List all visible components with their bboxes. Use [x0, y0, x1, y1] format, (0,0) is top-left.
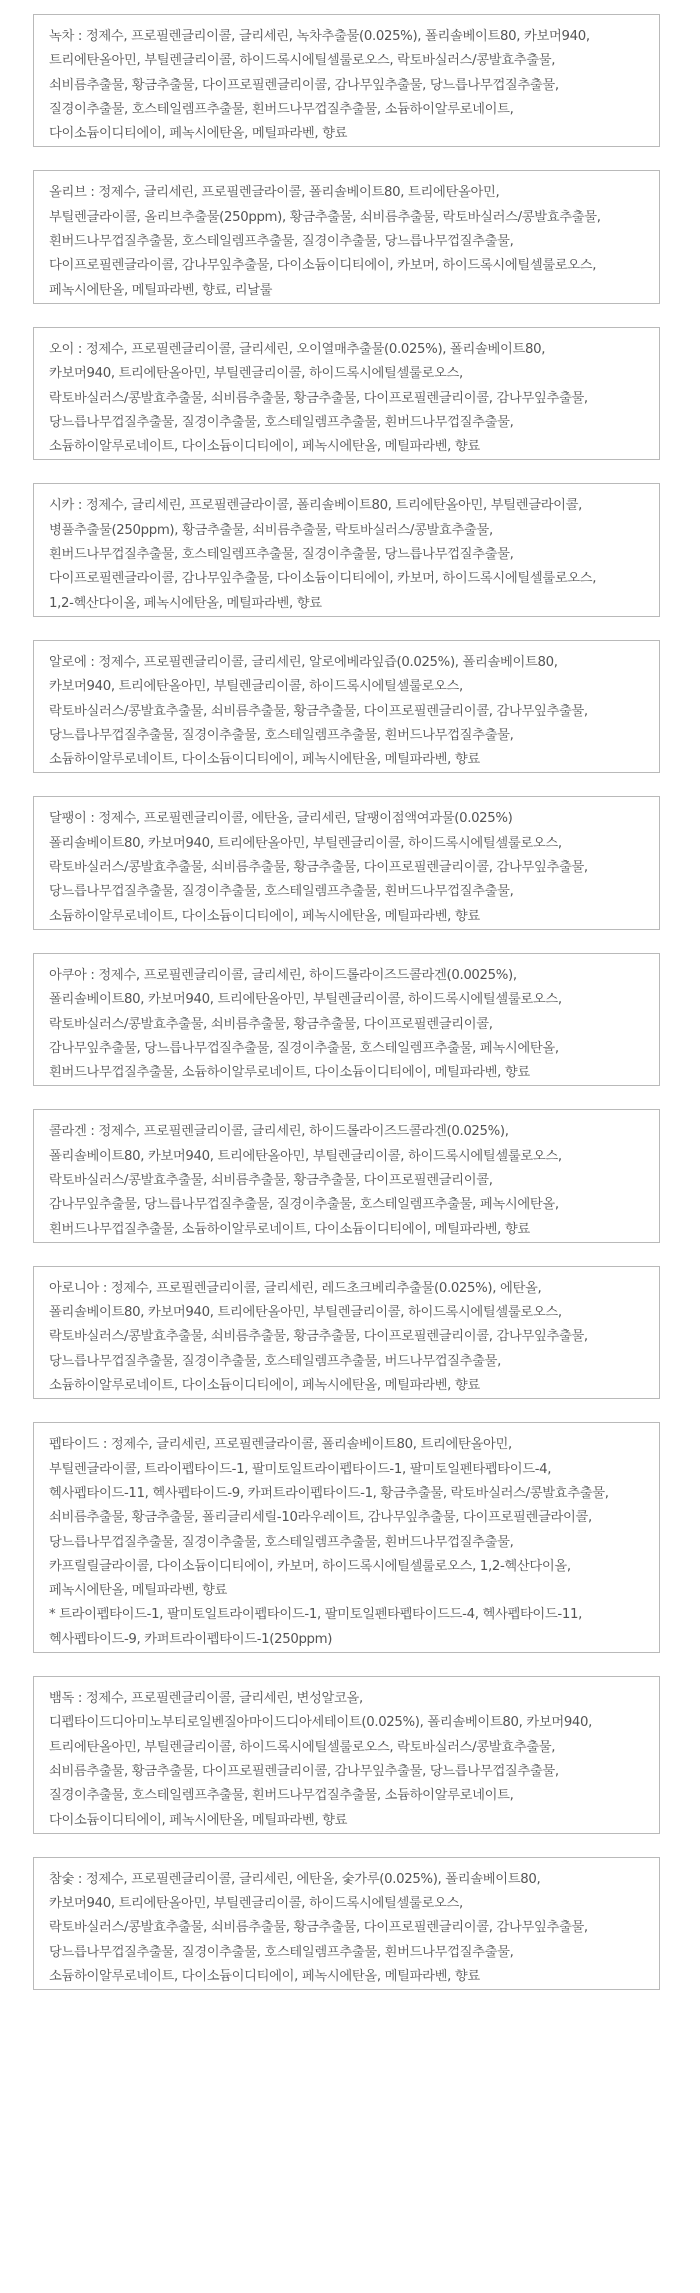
- ingredient-box-collagen: [33, 1109, 660, 1242]
- ingredient-text-line: 쇠비름추출물, 황금추출물, 다이프로필렌글리이콜, 감나무잎추출물, 당느릅나무껍질추출물,: [49, 77, 559, 93]
- ingredient-text-line: 폴리솔베이트80, 카보머940, 트리에탄올아민, 부틸렌글리이콜, 하이드록시에틸셀룰로오스,: [49, 1305, 562, 1321]
- ingredient-text-line: 흰버드나무껍질추출물, 호스테일렘프추출물, 질경이추출물, 당느릅나무껍질추출물,: [49, 234, 514, 250]
- ingredient-box-aqua: [33, 953, 660, 1086]
- ingredient-text-line: 흰버드나무껍질추출물, 소듐하이알루로네이트, 다이소듐이디티에이, 메틸파라벤, 향료: [49, 1221, 530, 1237]
- ingredient-text-line: 참숯 : 정제수, 프로필렌글리이콜, 글리세린, 에탄올, 숯가루(0.025%), 폴리솔베이트80,: [49, 1871, 541, 1887]
- ingredient-box-snake-venom: [33, 1676, 660, 1834]
- ingredient-box-peptide: [33, 1422, 660, 1653]
- ingredient-text-line: 카보머940, 트리에탄올아민, 부틸렌글리이콜, 하이드록시에틸셀룰로오스,: [49, 366, 463, 382]
- ingredient-text-line: 흰버드나무껍질추출물, 소듐하이알루로네이트, 다이소듐이디티에이, 메틸파라벤, 향료: [49, 1065, 530, 1081]
- ingredient-text-line: 당느릅나무껍질추출물, 질경이추출물, 호스테일렘프추출물, 흰버드나무껍질추출물,: [49, 727, 514, 743]
- ingredient-text-line: 당느릅나무껍질추출물, 질경이추출물, 호스테일렘프추출물, 흰버드나무껍질추출물,: [49, 884, 514, 900]
- ingredient-text-line: 녹차 : 정제수, 프로필렌글리이콜, 글리세린, 녹차추출물(0.025%), 폴리솔베이트80, 카보머940,: [49, 29, 590, 44]
- ingredient-text-line: 쇠비름추출물, 황금추출물, 폴리글리세릴-10라우레이트, 감나무잎추출물, 다이프로필렌글라이콜,: [49, 1510, 592, 1526]
- ingredient-text-line: 소듐하이알루로네이트, 다이소듐이디티에이, 페녹시에탄올, 메틸파라벤, 향료: [49, 1378, 480, 1394]
- ingredient-footnote-line: 헥사펩타이드-9, 카퍼트라이펩타이드-1(250ppm): [49, 1631, 333, 1647]
- ingredient-footnote-line: * 트라이펩타이드-1, 팔미토일트라이펩타이드-1, 팔미토일펜타펩타이드드-4, 헥사펩타이드-11,: [49, 1607, 582, 1623]
- ingredient-text-line: 부틸렌글라이콜, 올리브추출물(250ppm), 황금추출물, 쇠비름추출물, 락토바실러스/콩발효추출물,: [49, 209, 601, 225]
- ingredient-text-line: 락토바실러스/콩발효추출물, 쇠비름추출물, 황금추출물, 다이프로필렌글리이콜, 감나무잎추출물,: [49, 1920, 588, 1936]
- ingredient-text-line: 당느릅나무껍질추출물, 질경이추출물, 호스테일렘프추출물, 흰버드나무껍질추출물,: [49, 414, 514, 430]
- ingredient-text-line: 폴리솔베이트80, 카보머940, 트리에탄올아민, 부틸렌글리이콜, 하이드록시에틸셀룰로오스,: [49, 1148, 562, 1164]
- ingredient-text-line: 헥사펩타이드-11, 헥사펩타이드-9, 카퍼트라이펩타이드-1, 황금추출물, 락토바실러스/콩발효추출물,: [49, 1485, 609, 1501]
- ingredient-text-line: 달팽이 : 정제수, 프로필렌글리이콜, 에탄올, 글리세린, 달팽이점액여과물(0.025%): [49, 811, 513, 827]
- ingredient-text-line: 소듐하이알루로네이트, 다이소듐이디티에이, 페녹시에탄올, 메틸파라벤, 향료: [49, 439, 480, 455]
- ingredient-text-line: 부틸렌글라이콜, 트라이펩타이드-1, 팔미토일트라이펩타이드-1, 팔미토일펜타펩타이드-4,: [49, 1461, 552, 1477]
- ingredient-text-line: 올리브 : 정제수, 글리세린, 프로필렌글라이콜, 폴리솔베이트80, 트리에탄올아민,: [49, 185, 500, 201]
- ingredient-box-charcoal: [33, 1857, 660, 1990]
- ingredient-text-line: 쇠비름추출물, 황금추출물, 다이프로필렌글리이콜, 감나무잎추출물, 당느릅나무껍질추출물,: [49, 1763, 559, 1779]
- ingredient-text-line: 락토바실러스/콩발효추출물, 쇠비름추출물, 황금추출물, 다이프로필렌글리이콜, 감나무잎추출물,: [49, 1329, 588, 1345]
- ingredient-text-line: 콜라겐 : 정제수, 프로필렌글리이콜, 글리세린, 하이드롤라이즈드콜라겐(0.025%),: [49, 1124, 509, 1140]
- ingredient-text-line: 당느릅나무껍질추출물, 질경이추출물, 호스테일렘프추출물, 흰버드나무껍질추출물,: [49, 1534, 514, 1550]
- ingredient-text-line: 다이소듐이디티에이, 페녹시에탄올, 메틸파라벤, 향료: [49, 1812, 348, 1828]
- ingredient-box-cica: [33, 483, 660, 616]
- ingredient-text-line: 폴리솔베이트80, 카보머940, 트리에탄올아민, 부틸렌글리이콜, 하이드록시에틸셀룰로오스,: [49, 835, 562, 851]
- ingredient-text-line: 오이 : 정제수, 프로필렌글리이콜, 글리세린, 오이열매추출물(0.025%), 폴리솔베이트80,: [49, 341, 546, 357]
- ingredient-box-cucumber: [33, 327, 660, 460]
- ingredient-text-line: 카프릴릴글라이콜, 다이소듐이디티에이, 카보머, 하이드록시에틸셀룰로오스, 1,2-헥산다이올,: [49, 1558, 571, 1574]
- ingredient-text-line: 락토바실러스/콩발효추출물, 쇠비름추출물, 황금추출물, 다이프로필렌글리이콜, 감나무잎추출물,: [49, 860, 588, 876]
- ingredient-box-green-tea: [33, 14, 660, 147]
- ingredient-text-line: 펩타이드 : 정제수, 글리세린, 프로필렌글라이콜, 폴리솔베이트80, 트리에탄올아민,: [49, 1437, 512, 1453]
- ingredient-text-line: 폴리솔베이트80, 카보머940, 트리에탄올아민, 부틸렌글리이콜, 하이드록시에틸셀룰로오스,: [49, 992, 562, 1008]
- ingredient-text-line: 1,2-헥산다이올, 페녹시에탄올, 메틸파라벤, 향료: [49, 595, 322, 611]
- ingredient-text-line: 페녹시에탄올, 메틸파라벤, 향료, 리날룰: [49, 282, 273, 298]
- ingredient-text-line: 락토바실러스/콩발효추출물, 쇠비름추출물, 황금추출물, 다이프로필렌글리이콜,: [49, 1172, 493, 1188]
- ingredient-text-line: 병풀추출물(250ppm), 황금추출물, 쇠비름추출물, 락토바실러스/콩발효추출물,: [49, 522, 493, 538]
- ingredient-text-line: 시카 : 정제수, 글리세린, 프로필렌글라이콜, 폴리솔베이트80, 트리에탄올아민, 부틸렌글라이콜,: [49, 498, 583, 514]
- ingredient-text-line: 아로니아 : 정제수, 프로필렌글리이콜, 글리세린, 레드초크베리추출물(0.025%), 에탄올,: [49, 1280, 542, 1296]
- ingredient-text-line: 소듐하이알루로네이트, 다이소듐이디티에이, 페녹시에탄올, 메틸파라벤, 향료: [49, 1969, 480, 1984]
- ingredient-list: [33, 14, 660, 2013]
- ingredient-text-line: 락토바실러스/콩발효추출물, 쇠비름추출물, 황금추출물, 다이프로필렌글리이콜,: [49, 1016, 493, 1032]
- ingredient-text-line: 아쿠아 : 정제수, 프로필렌글리이콜, 글리세린, 하이드롤라이즈드콜라겐(0.0025%),: [49, 967, 517, 983]
- ingredient-box-olive: [33, 170, 660, 303]
- ingredient-text-line: 소듐하이알루로네이트, 다이소듐이디티에이, 페녹시에탄올, 메틸파라벤, 향료: [49, 752, 480, 768]
- ingredient-text-line: 질경이추출물, 호스테일렘프추출물, 흰버드나무껍질추출물, 소듐하이알루로네이트,: [49, 1788, 514, 1804]
- ingredient-text-line: 트리에탄올아민, 부틸렌글리이콜, 하이드록시에틸셀룰로오스, 락토바실러스/콩발효추출물,: [49, 1739, 556, 1755]
- ingredient-text-line: 락토바실러스/콩발효추출물, 쇠비름추출물, 황금추출물, 다이프로필렌글리이콜, 감나무잎추출물,: [49, 390, 588, 406]
- ingredient-text-line: 흰버드나무껍질추출물, 호스테일렘프추출물, 질경이추출물, 당느릅나무껍질추출물,: [49, 547, 514, 563]
- ingredient-text-line: 락토바실러스/콩발효추출물, 쇠비름추출물, 황금추출물, 다이프로필렌글리이콜, 감나무잎추출물,: [49, 703, 588, 719]
- ingredient-text-line: 당느릅나무껍질추출물, 질경이추출물, 호스테일렘프추출물, 버드나무껍질추출물,: [49, 1353, 501, 1369]
- ingredient-text-line: 당느릅나무껍질추출물, 질경이추출물, 호스테일렘프추출물, 흰버드나무껍질추출물,: [49, 1944, 514, 1960]
- ingredient-box-aronia: [33, 1266, 660, 1399]
- ingredient-text-line: 알로에 : 정제수, 프로필렌글리이콜, 글리세린, 알로에베라잎즙(0.025%), 폴리솔베이트80,: [49, 654, 558, 670]
- ingredient-text-line: 소듐하이알루로네이트, 다이소듐이디티에이, 페녹시에탄올, 메틸파라벤, 향료: [49, 908, 480, 924]
- ingredient-text-line: 다이소듐이디티에이, 페녹시에탄올, 메틸파라벤, 향료: [49, 126, 348, 142]
- ingredient-text-line: 카보머940, 트리에탄올아민, 부틸렌글리이콜, 하이드록시에틸셀룰로오스,: [49, 1896, 463, 1912]
- ingredient-text-line: 다이프로필렌글라이콜, 감나무잎추출물, 다이소듐이디티에이, 카보머, 하이드록시에틸셀룰로오스,: [49, 571, 597, 587]
- ingredient-box-aloe: [33, 640, 660, 773]
- ingredient-text-line: 감나무잎추출물, 당느릅나무껍질추출물, 질경이추출물, 호스테일렘프추출물, 페녹시에탄올,: [49, 1040, 559, 1056]
- ingredient-box-snail: [33, 796, 660, 929]
- ingredient-text-line: 질경이추출물, 호스테일렘프추출물, 흰버드나무껍질추출물, 소듐하이알루로네이트,: [49, 101, 514, 117]
- ingredient-text-line: 감나무잎추출물, 당느릅나무껍질추출물, 질경이추출물, 호스테일렘프추출물, 페녹시에탄올,: [49, 1197, 559, 1213]
- ingredient-text-line: 페녹시에탄올, 메틸파라벤, 향료: [49, 1583, 227, 1599]
- ingredient-text-line: 다이프로필렌글라이콜, 감나무잎추출물, 다이소듐이디티에이, 카보머, 하이드록시에틸셀룰로오스,: [49, 258, 597, 274]
- ingredient-text-line: 트리에탄올아민, 부틸렌글리이콜, 하이드록시에틸셀룰로오스, 락토바실러스/콩발효추출물,: [49, 53, 556, 69]
- ingredient-text-line: 카보머940, 트리에탄올아민, 부틸렌글리이콜, 하이드록시에틸셀룰로오스,: [49, 679, 463, 695]
- ingredient-text-line: 디펩타이드디아미노부티로일벤질아마이드디아세테이트(0.025%), 폴리솔베이트80, 카보머940,: [49, 1715, 593, 1731]
- ingredient-text-line: 뱀독 : 정제수, 프로필렌글리이콜, 글리세린, 변성알코올,: [49, 1691, 363, 1707]
